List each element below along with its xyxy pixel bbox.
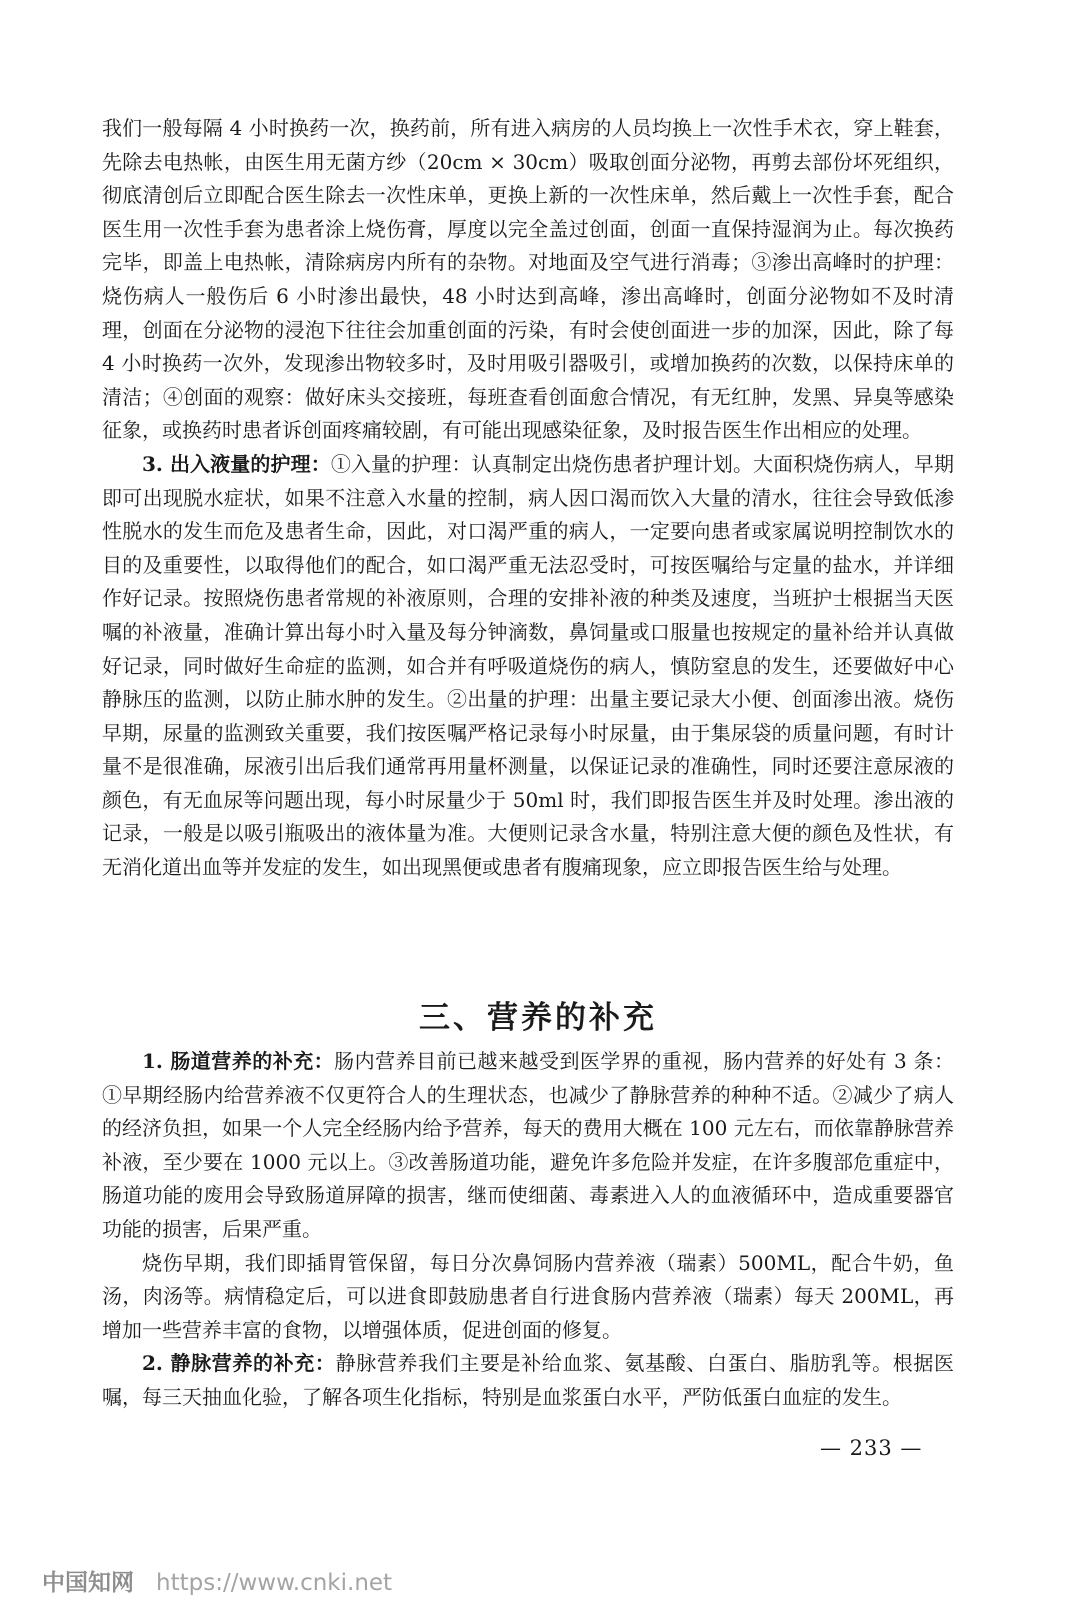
paragraph-lead: 1. 肠道营养的补充： [142,1049,335,1073]
watermark-url: https://www.cnki.net [156,1570,393,1596]
paragraph-early-feeding [102,1247,954,1348]
body-text-lower [102,1045,954,1415]
paragraph-lead: 2. 静脉营养的补充： [142,1351,336,1376]
paragraph-text: 烧伤早期，我们即插胃管保留，每日分次鼻饲肠内营养液（瑞素）500ML，配合牛奶，鱼汤，肉汤等。病情稳定后，可以进食即鼓励患者自行进食肠内营养液（瑞素）每天 200ML，再增加一些营养丰富的食物，以增强体质，促进创面的修复。 [102,1250,954,1342]
paragraph-enteral-nutrition [102,1045,954,1247]
paragraph-text: 我们一般每隔 4 小时换药一次，换药前，所有进入病房的人员均换上一次性手术衣，穿上鞋套，先除去电热帐，由医生用无菌方纱（20cm × 30cm）吸取创面分泌物，再剪去部份坏死组织，彻底清创后立即配合医生除去一次性床单，更换上新的一次性床单，然后戴上一次性手套，配合医生用一次性手套为患者涂上烧伤膏，厚度以完全盖过创面，创面一直保持湿润为止。每次换药完毕，即盖上电热帐，清除病房内所有的杂物。对地面及空气进行消毒；③渗出高峰时的护理：烧伤病人一般伤后 6 小时渗出最快，48 小时达到高峰，渗出高峰时，创面分泌物如不及时清理，创面在分泌物的浸泡下往往会加重创面的污染，有时会使创面进一步的加深，因此，除了每 4 小时换药一次外，发现渗出物较多时，及时用吸引器吸引，或增加换药的次数，以保持床单的清洁；④创面的观察：做好床头交接班，每班查看创面愈合情况，有无红肿，发黑、异臭等感染征象，或换药时患者诉创面疼痛较剧，有可能出现感染征象，及时报告医生作出相应的处理。 [102,116,954,443]
section-title: 三、营养的补充 [419,1000,657,1036]
paragraph-text: 静脉营养我们主要是补给血浆、氨基酸、白蛋白、脂肪乳等。根据医嘱，每三天抽血化验，了解各项生化指标，特别是血浆蛋白水平，严防低蛋白血症的发生。 [102,1351,955,1409]
paragraph-text: 肠内营养目前已越来越受到医学界的重视，肠内营养的好处有 3 条：①早期经肠内给营养液不仅更符合人的生理状态，也减少了静脉营养的种种不适。②减少了病人的经济负担，如果一个人完全经肠内给予营养，每天的费用大概在 100 元左右，而依靠静脉营养补液，至少要在 1000 元以上。③改善肠道功能，避免许多危险并发症，在许多腹部危重症中，肠道功能的废用会导致肠道屏障的损害，继而使细菌、毒素进入人的血液循环中，造成重要器官功能的损害，后果严重。 [102,1049,954,1241]
cnki-watermark [42,1564,392,1597]
page-number: — 233 — [820,1436,923,1460]
body-text-upper [102,112,954,885]
watermark-brand: 中国知网 [42,1570,134,1596]
paragraph-dressing-change [102,112,954,448]
paragraph-parenteral-nutrition [102,1347,954,1414]
paragraph-text: ①入量的护理：认真制定出烧伤患者护理计划。大面积烧伤病人，早期即可出现脱水症状，如果不注意入水量的控制，病人因口渴而饮入大量的清水，往往会导致低渗性脱水的发生而危及患者生命，因此，对口渴严重的病人，一定要向患者或家属说明控制饮水的目的及重要性，以取得他们的配合，如口渴严重无法忍受时，可按医嘱给与定量的盐水，并详细作好记录。按照烧伤患者常规的补液原则，合理的安排补液的种类及速度，当班护士根据当天医嘱的补液量，准确计算出每小时入量及每分钟滴数，鼻饲量或口服量也按规定的量补给并认真做好记录，同时做好生命症的监测，如合并有呼吸道烧伤的病人，慎防窒息的发生，还要做好中心静脉压的监测，以防止肺水肿的发生。②出量的护理：出量主要记录大小便、创面渗出液。烧伤早期，尿量的监测致关重要，我们按医嘱严格记录每小时尿量，由于集尿袋的质量问题，有时计量不是很准确，尿液引出后我们通常再用量杯测量，以保证记录的准确性，同时还要注意尿液的颜色，有无血尿等问题出现，每小时尿量少于 50ml 时，我们即报告医生并及时处理。渗出液的记录，一般是以吸引瓶吸出的液体量为准。大便则记录含水量，特别注意大便的颜色及性状，有无消化道出血等并发症的发生，如出现黑便或患者有腹痛现象，应立即报告医生给与处理。 [102,451,955,880]
paragraph-lead: 3. 出入液量的护理： [142,451,331,476]
paragraph-fluid-balance [102,448,954,885]
